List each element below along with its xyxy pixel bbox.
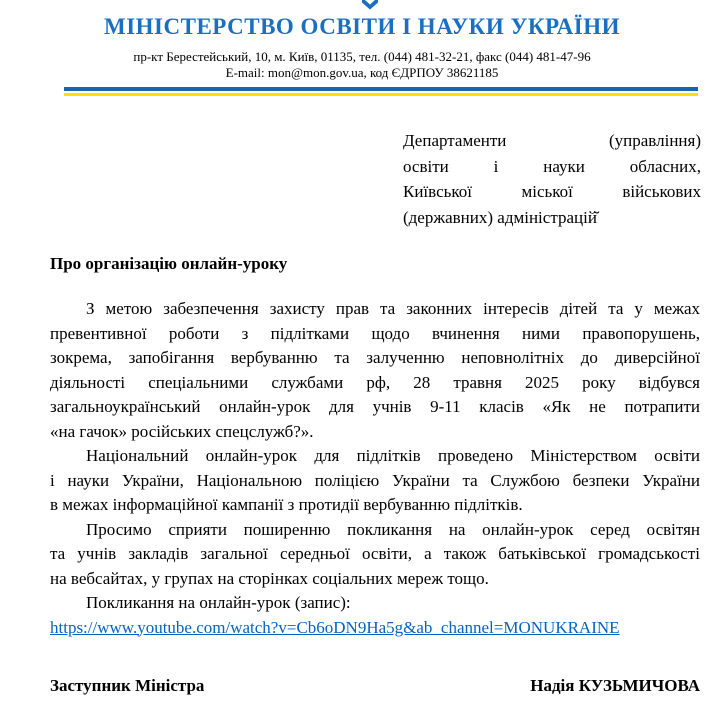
paragraph-1 xyxy=(50,297,700,444)
flag-yellow-stripe xyxy=(64,93,698,96)
link-line xyxy=(50,616,700,641)
paragraph-3 xyxy=(50,518,700,592)
recipient-line: освіти і науки обласних, xyxy=(403,156,701,176)
flag-divider xyxy=(64,87,698,96)
body-line: Покликання на онлайн-урок (запис): xyxy=(86,593,351,612)
recipient-block xyxy=(403,128,701,230)
body-line: діяльності спеціальними службами рф, 28 травня 2025 року відбувся xyxy=(50,372,700,392)
body-line: зокрема, запобігання вербуванню та залученню неповнолітніх до диверсійної xyxy=(50,348,700,367)
body-line: «на гачок» російських спецслужб?». xyxy=(50,421,314,441)
body-line: в межах інформаційної кампанії з протидії вербуванню підлітків. xyxy=(50,495,523,514)
signature-block xyxy=(50,676,700,696)
youtube-link[interactable]: https://www.youtube.com/watch?v=Cb6oDN9Ha5g&ab_channel=MONUKRAINE xyxy=(50,617,620,637)
body-line: загальноукраїнський онлайн-урок для учнів 9-11 класів «Як не потрапити xyxy=(50,397,700,416)
body-line: Національний онлайн-урок для підлітків проведено Міністерством освіти xyxy=(86,446,700,465)
recipient-line: Департаменти (управління) xyxy=(403,131,701,150)
signatory-name: Надія КУЗЬМИЧОВА xyxy=(530,676,700,695)
body-line: та учнів закладів загальної середньої освіти, а також батьківської громадськості xyxy=(50,544,700,563)
body-line: З метою забезпечення захисту прав та законних інтересів дітей та у межах xyxy=(86,299,700,318)
recipient-line: Київської міської військових xyxy=(403,182,701,201)
ministry-contact-line: E-mail: mon@mon.gov.ua, код ЄДРПОУ 38621185 xyxy=(225,64,499,80)
letter-subject: Про організацію онлайн-уроку xyxy=(50,254,288,273)
ministry-address-line: пр-кт Берестейський, 10, м. Київ, 01135, тел. (044) 481-32-21, факс (044) 481-47-96 xyxy=(133,49,591,64)
letterhead xyxy=(0,12,724,80)
body-line: Просимо сприяти поширенню покликання на онлайн-урок серед освітян xyxy=(86,519,700,539)
trident-emblem-tip-icon xyxy=(362,0,378,10)
signatory-position: Заступник Міністра xyxy=(50,676,205,695)
paragraph-2 xyxy=(50,444,700,518)
ministry-address-block xyxy=(0,49,724,80)
body-line: на вебсайтах, у групах на сторінках соціальних мереж тощо. xyxy=(50,568,489,588)
body-line: і науки України, Національною поліцією України та Службою безпеки України xyxy=(50,470,700,490)
paragraph-4 xyxy=(50,591,700,616)
body-line: превентивної роботи з підлітками щодо вчинення ними правопорушень, xyxy=(50,323,700,343)
ministry-title: МІНІСТЕРСТВО ОСВІТИ І НАУКИ УКРАЇНИ xyxy=(104,14,620,39)
recipient-line: (державних) адміністрацій̆ xyxy=(403,207,597,227)
letter-body xyxy=(50,253,700,696)
